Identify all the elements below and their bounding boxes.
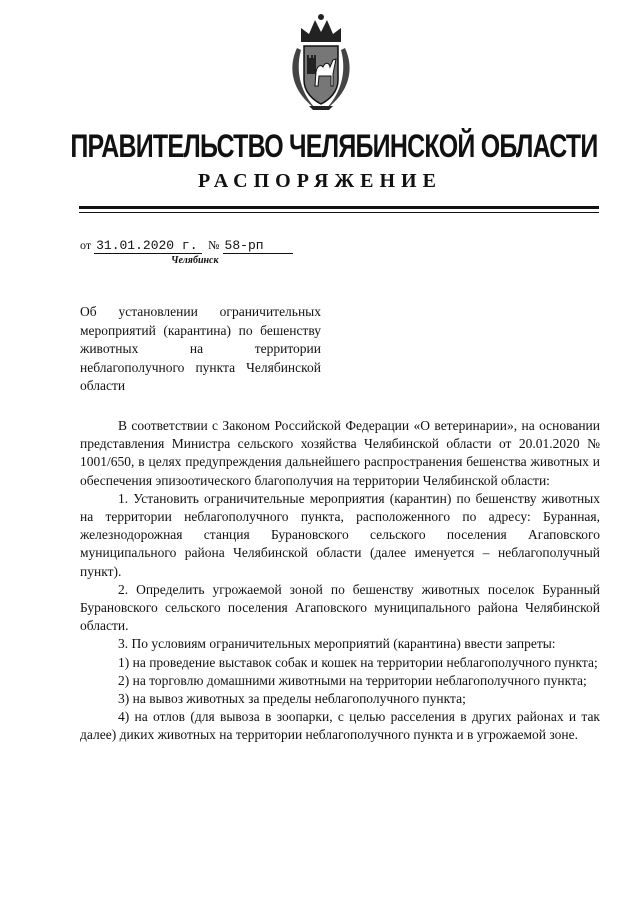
organization-title: ПРАВИТЕЛЬСТВО ЧЕЛЯБИНСКОЙ ОБЛАСТИ [70, 128, 598, 164]
clause-1-paragraph: 1. Установить ограничительные мероприятия (карантин) по бешенству животных на территории неблагополучного пункта, расположенного по адресу: Буранная, железнодорожная станция Бурановского сельского поселения Агаповского муниципального района Челябинской области (далее именуется – неблагополучный пункт). [80, 490, 600, 579]
clause-3-item-4: 4) на отлов (для вывоза в зоопарки, с целью расселения в других районах и так далее) диких животных на территории неблагополучного пункта и в угрожаемой зоне. [80, 709, 600, 743]
clause-2-paragraph: 2. Определить угрожаемой зоной по бешенству животных поселок Буранный Бурановского сельского поселения Агаповского муниципального района Челябинской области. [80, 581, 600, 634]
chelyabinsk-coat-of-arms-icon [287, 10, 355, 116]
number-label: № [208, 238, 220, 252]
clause-3-paragraph: 3. По условиям ограничительных мероприятий (карантина) ввести запреты: [118, 636, 556, 652]
preamble-paragraph: В соответствии с Законом Российской Федерации «О ветеринарии», на основании представления Министра сельского хозяйства Челябинской области от 20.01.2020 № 1001/650, в целях предупреждения дальнейшего распространения бешенства животных и обеспечения эпизоотического благополучия на территории Челябинской области: [80, 418, 600, 488]
city-label: Челябинск [171, 255, 219, 266]
clause-3-item-2: 2) на торговлю домашними животными на территории неблагополучного пункта; [118, 672, 587, 688]
header-divider-thick [79, 206, 599, 209]
document-number: 58-рп [223, 238, 293, 254]
document-date: 31.01.2020 г. [94, 238, 202, 254]
document-meta-line [80, 238, 293, 254]
document-type-title: РАСПОРЯЖЕНИЕ [198, 170, 442, 192]
date-prefix: от [80, 238, 92, 252]
clause-3-item-3: 3) на вывоз животных за пределы неблагополучного пункта; [118, 691, 466, 707]
document-subject: Об установлении ограничительных мероприятий (карантина) по бешенству животных на территории неблагополучного пункта Челябинской области [80, 304, 321, 394]
clause-3-item-1: 1) на проведение выставок собак и кошек на территории неблагополучного пункта; [118, 654, 598, 670]
document-body [80, 417, 600, 745]
header-divider-thin [79, 212, 599, 213]
